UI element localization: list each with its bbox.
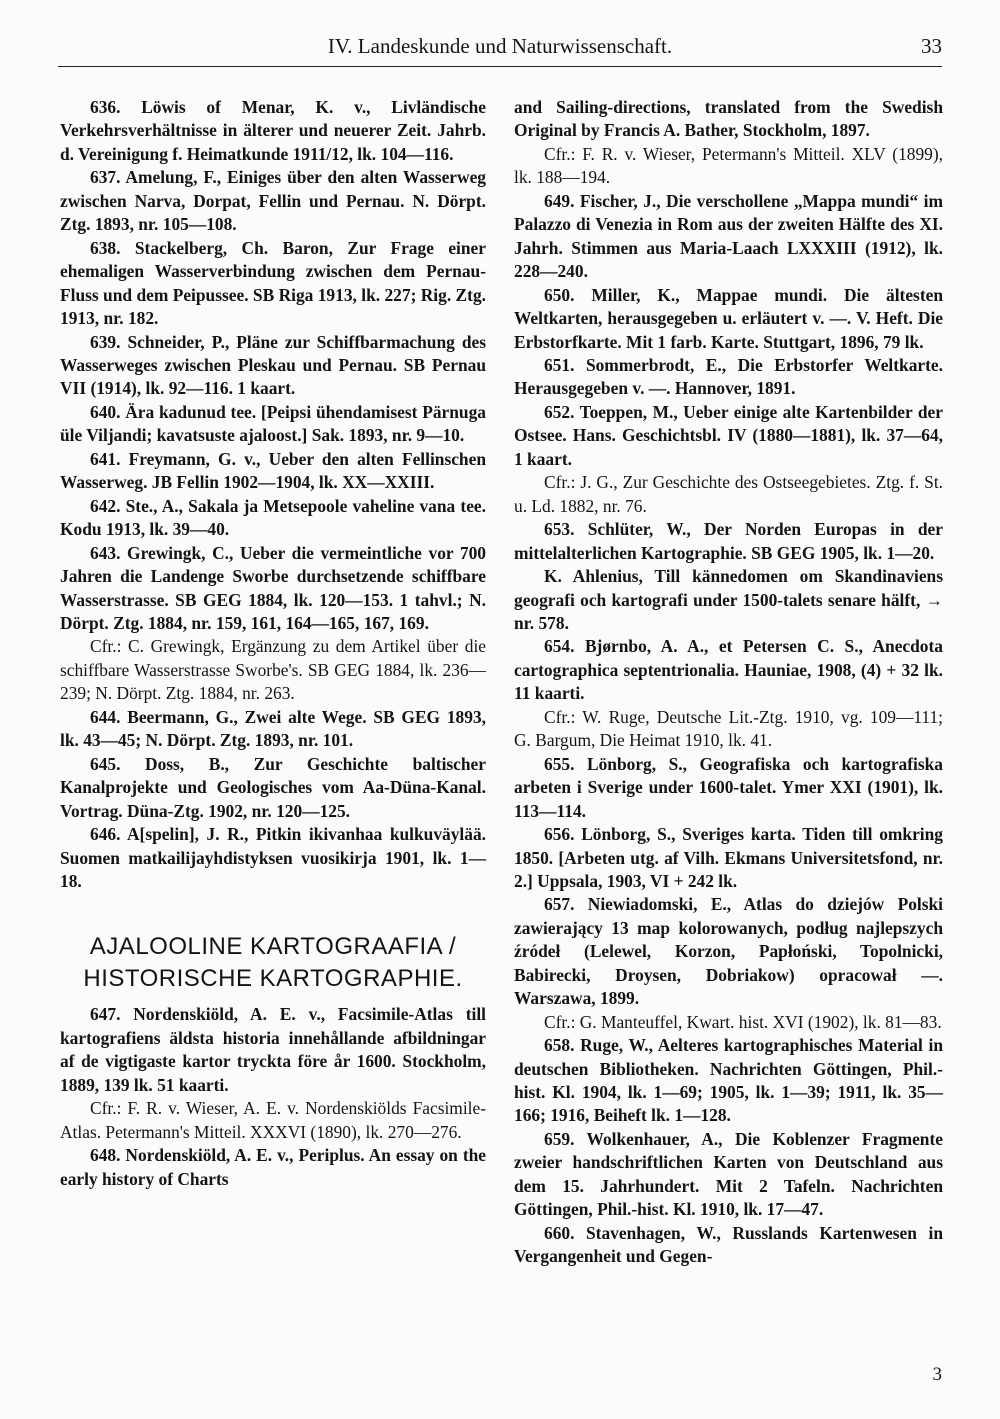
bibliography-entry: 639. Schneider, P., Pläne zur Schiffbarmachung des Wasserweges zwischen Pleskau und Pernau. SB Pernau VII (1914), lk. 92—116. 1 kaart. (60, 331, 486, 399)
page-header (58, 34, 942, 62)
bibliography-entry: 659. Wolkenhauer, A., Die Koblenzer Fragmente zweier handschriftlichen Karten von Deutschland aus dem 15. Jahrhundert. Mit 2 Tafeln. Nachrichten Göttingen, Phil.-hist. Kl. 1910, lk. 17—47. (514, 1128, 943, 1220)
bibliography-entry: 641. Freymann, G. v., Ueber den alten Fellinschen Wasserweg. JB Fellin 1902—1904, lk. XX—XXIII. (60, 448, 486, 493)
bibliography-entry: 636. Löwis of Menar, K. v., Livländische Verkehrsverhältnisse in älterer und neuerer Zeit. Jahrb. d. Vereinigung f. Heimatkunde 1911/12, lk. 104—116. (60, 97, 486, 164)
bibliography-entry: K. Ahlenius, Till kännedomen om Skandinaviens geografi och kartografi under 1500-talets senare hälft, → nr. 578. (514, 566, 943, 633)
bibliography-entry: 654. Bjørnbo, A. A., et Petersen C. S., Anecdota cartographica septentrionalia. Hauniae, 1908, (4) + 32 lk. 11 kaarti. (514, 636, 943, 704)
bibliography-entry: 646. A[spelin], J. R., Pitkin ikivanhaa kulkuväylää. Suomen matkailijayhdistyksen vuosikirja 1901, lk. 1—18. (60, 824, 486, 891)
bibliography-entry: 647. Nordenskiöld, A. E. v., Facsimile-Atlas till kartografiens äldsta historia innehållande afbildningar af de vigtigaste kartor tryckta före år 1600. Stockholm, 1889, 139 lk. 51 kaarti. (60, 1004, 486, 1095)
bibliography-entry: 658. Ruge, W., Aelteres kartographisches Material in deutschen Bibliotheken. Nachrichten Göttingen, Phil.-hist. Kl. 1904, lk. 1—69; 1905, lk. 1—39; 1911, lk. 35—166; 1916, Beiheft lk. 1—128. (514, 1035, 943, 1126)
bibliography-entry: 645. Doss, B., Zur Geschichte baltischer Kanalprojekte und Geologisches vom Aa-Düna-Kanal. Vortrag. Düna-Ztg. 1902, nr. 120—125. (60, 753, 486, 821)
right-entries (514, 96, 943, 1269)
left-entries-bottom (60, 1003, 486, 1191)
bibliography-entry: 655. Lönborg, S., Geografiska och kartografiska arbeten i Sverige under 1600-talet. Ymer XXI (1901), lk. 113—114. (514, 753, 943, 821)
bibliography-entry: 644. Beermann, G., Zwei alte Wege. SB GEG 1893, lk. 43—45; N. Dörpt. Ztg. 1893, nr. 101. (60, 706, 486, 751)
bibliography-entry: 638. Stackelberg, Ch. Baron, Zur Frage einer ehemaligen Wasserverbindung zwischen dem Pernau-Fluss und dem Peipussee. SB Riga 1913, lk. 227; Rig. Ztg. 1913, nr. 182. (60, 237, 486, 329)
cfr-note: Cfr.: W. Ruge, Deutsche Lit.-Ztg. 1910, vg. 109—111; G. Bargum, Die Heimat 1910, lk. 41. (514, 706, 943, 751)
bibliography-entry: 650. Miller, K., Mappae mundi. Die ältesten Weltkarten, herausgegeben u. erläutert v. —. V. Heft. Die Erbstorfkarte. Mit 1 farb. Karte. Stuttgart, 1896, 79 lk. (514, 284, 943, 352)
bibliography-entry: 652. Toeppen, M., Ueber einige alte Kartenbilder der Ostsee. Hans. Geschichtsbl. IV (1880—1881), lk. 37—64, 1 kaart. (514, 401, 943, 469)
page-number: 33 (921, 34, 942, 58)
running-title: IV. Landeskunde und Naturwissenschaft. (327, 34, 673, 58)
cfr-note: Cfr.: C. Grewingk, Ergänzung zu dem Artikel über die schiffbare Wasserstrasse Sworbe's. SB GEG 1884, lk. 236—239; N. Dörpt. Ztg. 1884, nr. 263. (60, 636, 486, 704)
right-column (514, 96, 943, 1269)
bibliography-entry: 642. Ste., A., Sakala ja Metsepoole vaheline vana tee. Kodu 1913, lk. 39—40. (60, 495, 486, 540)
left-entries-top (60, 96, 486, 893)
bibliography-entry: 649. Fischer, J., Die verschollene „Mappa mundi“ im Palazzo di Venezia in Rom aus der zweiten Hälfte des XI. Jahrh. Stimmen aus Maria-Laach LXXXIII (1912), lk. 228—240. (514, 190, 943, 282)
bibliography-entry: 651. Sommerbrodt, E., Die Erbstorfer Weltkarte. Herausgegeben v. —. Hannover, 1891. (514, 354, 943, 399)
bibliography-entry: 656. Lönborg, S., Sveriges karta. Tiden till omkring 1850. [Arbeten utg. af Vilh. Ekmans Universitetsfond, nr. 2.] Uppsala, 1903, VI + 242 lk. (514, 824, 943, 891)
bibliography-entry: 643. Grewingk, C., Ueber die vermeintliche vor 700 Jahren die Landenge Sworbe durchsetzende schiffbare Wasserstrasse. SB GEG 1884, lk. 120—153. 1 tahvl.; N. Dörpt. Ztg. 1884, nr. 159, 161, 164—165, 167, 169. (60, 542, 486, 633)
bibliography-entry: 637. Amelung, F., Einiges über den alten Wasserweg zwischen Narva, Dorpat, Fellin und Pernau. N. Dörpt. Ztg. 1893, nr. 105—108. (60, 167, 486, 235)
cfr-note: Cfr.: G. Manteuffel, Kwart. hist. XVI (1902), lk. 81—83. (544, 1011, 942, 1032)
bibliography-entry: and Sailing-directions, translated from the Swedish Original by Francis A. Bather, Stockholm, 1897. (514, 97, 943, 141)
bibliography-entry: 653. Schlüter, W., Der Norden Europas in der mittelalterlichen Kartographie. SB GEG 1905, lk. 1—20. (514, 519, 943, 563)
left-column (60, 96, 486, 1191)
cfr-note: Cfr.: F. R. v. Wieser, Petermann's Mitteil. XLV (1899), lk. 188—194. (514, 143, 943, 188)
cfr-note: Cfr.: F. R. v. Wieser, A. E. v. Nordenskiölds Facsimile-Atlas. Petermann's Mitteil. XXXVI (1890), lk. 270—276. (60, 1098, 486, 1142)
bibliography-entry: 657. Niewiadomski, E., Atlas do dziejów Polski zawierający 13 map kolorowanych, podług najlepszych źródeł (Lelewel, Korzon, Papłoński, Topolnicki, Babirecki, Droysen, Dobriakow) opracował —. Warszawa, 1899. (514, 894, 943, 1009)
section-heading: AJALOOLINE KARTOGRAAFIA / HISTORISCHE KARTOGRAPHIE. (83, 933, 463, 993)
cfr-note: Cfr.: J. G., Zur Geschichte des Ostseegebietes. Ztg. f. St. u. Ld. 1882, nr. 76. (514, 472, 943, 516)
bibliography-entry: 648. Nordenskiöld, A. E. v., Periplus. An essay on the early history of Charts (60, 1145, 486, 1189)
header-rule (58, 66, 942, 67)
bibliography-entry: 660. Stavenhagen, W., Russlands Kartenwesen in Vergangenheit und Gegen- (514, 1222, 943, 1267)
bibliography-entry: 640. Ära kadunud tee. [Peipsi ühendamisest Pärnuga üle Viljandi; kavatsuste ajaloost.] Sak. 1893, nr. 9—10. (60, 401, 486, 446)
signature-mark: 3 (932, 1364, 942, 1385)
